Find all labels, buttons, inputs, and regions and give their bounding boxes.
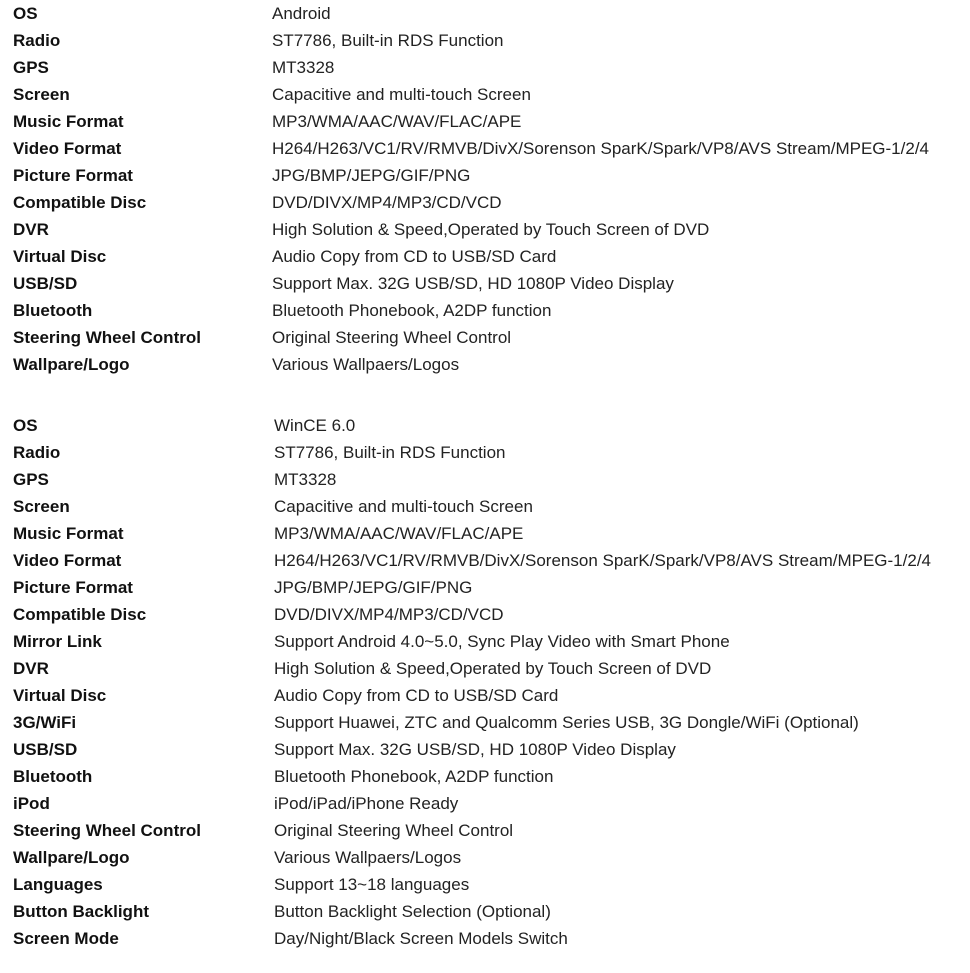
spec-label: Button Backlight (13, 902, 149, 921)
spec-label: DVR (13, 659, 49, 678)
spec-value: Original Steering Wheel Control (272, 328, 512, 347)
spec-row (0, 493, 970, 520)
spec-row (0, 27, 970, 54)
spec-value: JPG/BMP/JEPG/GIF/PNG (274, 578, 473, 597)
spec-row (0, 790, 970, 817)
spec-value: Various Wallpaers/Logos (274, 848, 462, 867)
spec-row (0, 162, 970, 189)
spec-label: Video Format (13, 551, 122, 570)
spec-label: OS (13, 4, 38, 23)
spec-row (0, 844, 970, 871)
spec-row (0, 655, 970, 682)
spec-label: Virtual Disc (13, 686, 107, 705)
spec-row (0, 466, 970, 493)
spec-label: Bluetooth (13, 301, 93, 320)
spec-row (0, 736, 970, 763)
spec-label: GPS (13, 470, 49, 489)
spec-value: ST7786, Built-in RDS Function (274, 443, 506, 462)
spec-row (0, 628, 970, 655)
spec-row (0, 216, 970, 243)
spec-label: OS (13, 416, 38, 435)
spec-row (0, 297, 970, 324)
spec-row (0, 520, 970, 547)
spec-value: High Solution & Speed,Operated by Touch Screen of DVD (274, 659, 712, 678)
spec-table-android (0, 0, 970, 378)
spec-label: Compatible Disc (13, 605, 147, 624)
spec-value: ST7786, Built-in RDS Function (272, 31, 504, 50)
spec-row (0, 189, 970, 216)
spec-label: Screen (13, 497, 70, 516)
spec-value: MP3/WMA/AAC/WAV/FLAC/APE (272, 112, 522, 131)
spec-label: iPod (13, 794, 50, 813)
spec-value: Capacitive and multi-touch Screen (274, 497, 533, 516)
spec-value: Support Huawei, ZTC and Qualcomm Series USB, 3G Dongle/WiFi (Optional) (274, 713, 859, 732)
spec-row (0, 601, 970, 628)
spec-value: H264/H263/VC1/RV/RMVB/DivX/Sorenson SparK/Spark/VP8/AVS Stream/MPEG-1/2/4 (274, 551, 931, 570)
spec-value: Support 13~18 languages (274, 875, 470, 894)
spec-label: Screen (13, 85, 70, 104)
spec-label: Wallpare/Logo (13, 848, 130, 867)
spec-row (0, 898, 970, 925)
spec-label: Screen Mode (13, 929, 119, 948)
spec-label: USB/SD (13, 740, 78, 759)
spec-label: DVR (13, 220, 49, 239)
spec-label: Steering Wheel Control (13, 821, 201, 840)
spec-label: Compatible Disc (13, 193, 147, 212)
spec-label: Picture Format (13, 166, 133, 185)
spec-value: Bluetooth Phonebook, A2DP function (272, 301, 552, 320)
spec-label: GPS (13, 58, 49, 77)
spec-row (0, 81, 970, 108)
spec-value: Button Backlight Selection (Optional) (274, 902, 551, 921)
spec-value: Audio Copy from CD to USB/SD Card (274, 686, 559, 705)
spec-label: Picture Format (13, 578, 133, 597)
spec-label: Music Format (13, 112, 124, 131)
spec-row (0, 108, 970, 135)
spec-value: Android (272, 4, 331, 23)
spec-value: WinCE 6.0 (274, 416, 356, 435)
spec-value: JPG/BMP/JEPG/GIF/PNG (272, 166, 471, 185)
spec-row (0, 709, 970, 736)
spec-table-wince (0, 412, 970, 952)
spec-label: Radio (13, 31, 61, 50)
spec-label: Steering Wheel Control (13, 328, 201, 347)
spec-value: Original Steering Wheel Control (274, 821, 514, 840)
spec-row (0, 351, 970, 378)
spec-label: Music Format (13, 524, 124, 543)
spec-row (0, 574, 970, 601)
spec-row (0, 135, 970, 162)
spec-row (0, 324, 970, 351)
spec-row (0, 925, 970, 952)
spec-value: Support Max. 32G USB/SD, HD 1080P Video Display (272, 274, 674, 293)
spec-row (0, 412, 970, 439)
spec-value: Audio Copy from CD to USB/SD Card (272, 247, 557, 266)
spec-row (0, 439, 970, 466)
spec-label: Radio (13, 443, 61, 462)
spec-value: Capacitive and multi-touch Screen (272, 85, 531, 104)
spec-row (0, 871, 970, 898)
spec-row (0, 0, 970, 27)
spec-value: MP3/WMA/AAC/WAV/FLAC/APE (274, 524, 524, 543)
spec-value: Various Wallpaers/Logos (272, 355, 460, 374)
spec-value: High Solution & Speed,Operated by Touch Screen of DVD (272, 220, 710, 239)
spec-label: USB/SD (13, 274, 78, 293)
spec-value: MT3328 (272, 58, 335, 77)
spec-label: Mirror Link (13, 632, 102, 651)
spec-row (0, 682, 970, 709)
spec-row (0, 243, 970, 270)
spec-value: Support Android 4.0~5.0, Sync Play Video with Smart Phone (274, 632, 730, 651)
spec-value: Bluetooth Phonebook, A2DP function (274, 767, 554, 786)
spec-value: iPod/iPad/iPhone Ready (274, 794, 459, 813)
spec-value: Support Max. 32G USB/SD, HD 1080P Video Display (274, 740, 676, 759)
spec-row (0, 270, 970, 297)
spec-label: Languages (13, 875, 103, 894)
spec-label: Bluetooth (13, 767, 93, 786)
spec-value: DVD/DIVX/MP4/MP3/CD/VCD (272, 193, 502, 212)
spec-value: Day/Night/Black Screen Models Switch (274, 929, 568, 948)
spec-row (0, 547, 970, 574)
spec-row (0, 763, 970, 790)
spec-label: Wallpare/Logo (13, 355, 130, 374)
spec-label: Virtual Disc (13, 247, 107, 266)
spec-label: Video Format (13, 139, 122, 158)
spec-value: DVD/DIVX/MP4/MP3/CD/VCD (274, 605, 504, 624)
spec-label: 3G/WiFi (13, 713, 77, 732)
spec-row (0, 817, 970, 844)
spec-row (0, 54, 970, 81)
spec-value: MT3328 (274, 470, 337, 489)
spec-value: H264/H263/VC1/RV/RMVB/DivX/Sorenson SparK/Spark/VP8/AVS Stream/MPEG-1/2/4 (272, 139, 929, 158)
